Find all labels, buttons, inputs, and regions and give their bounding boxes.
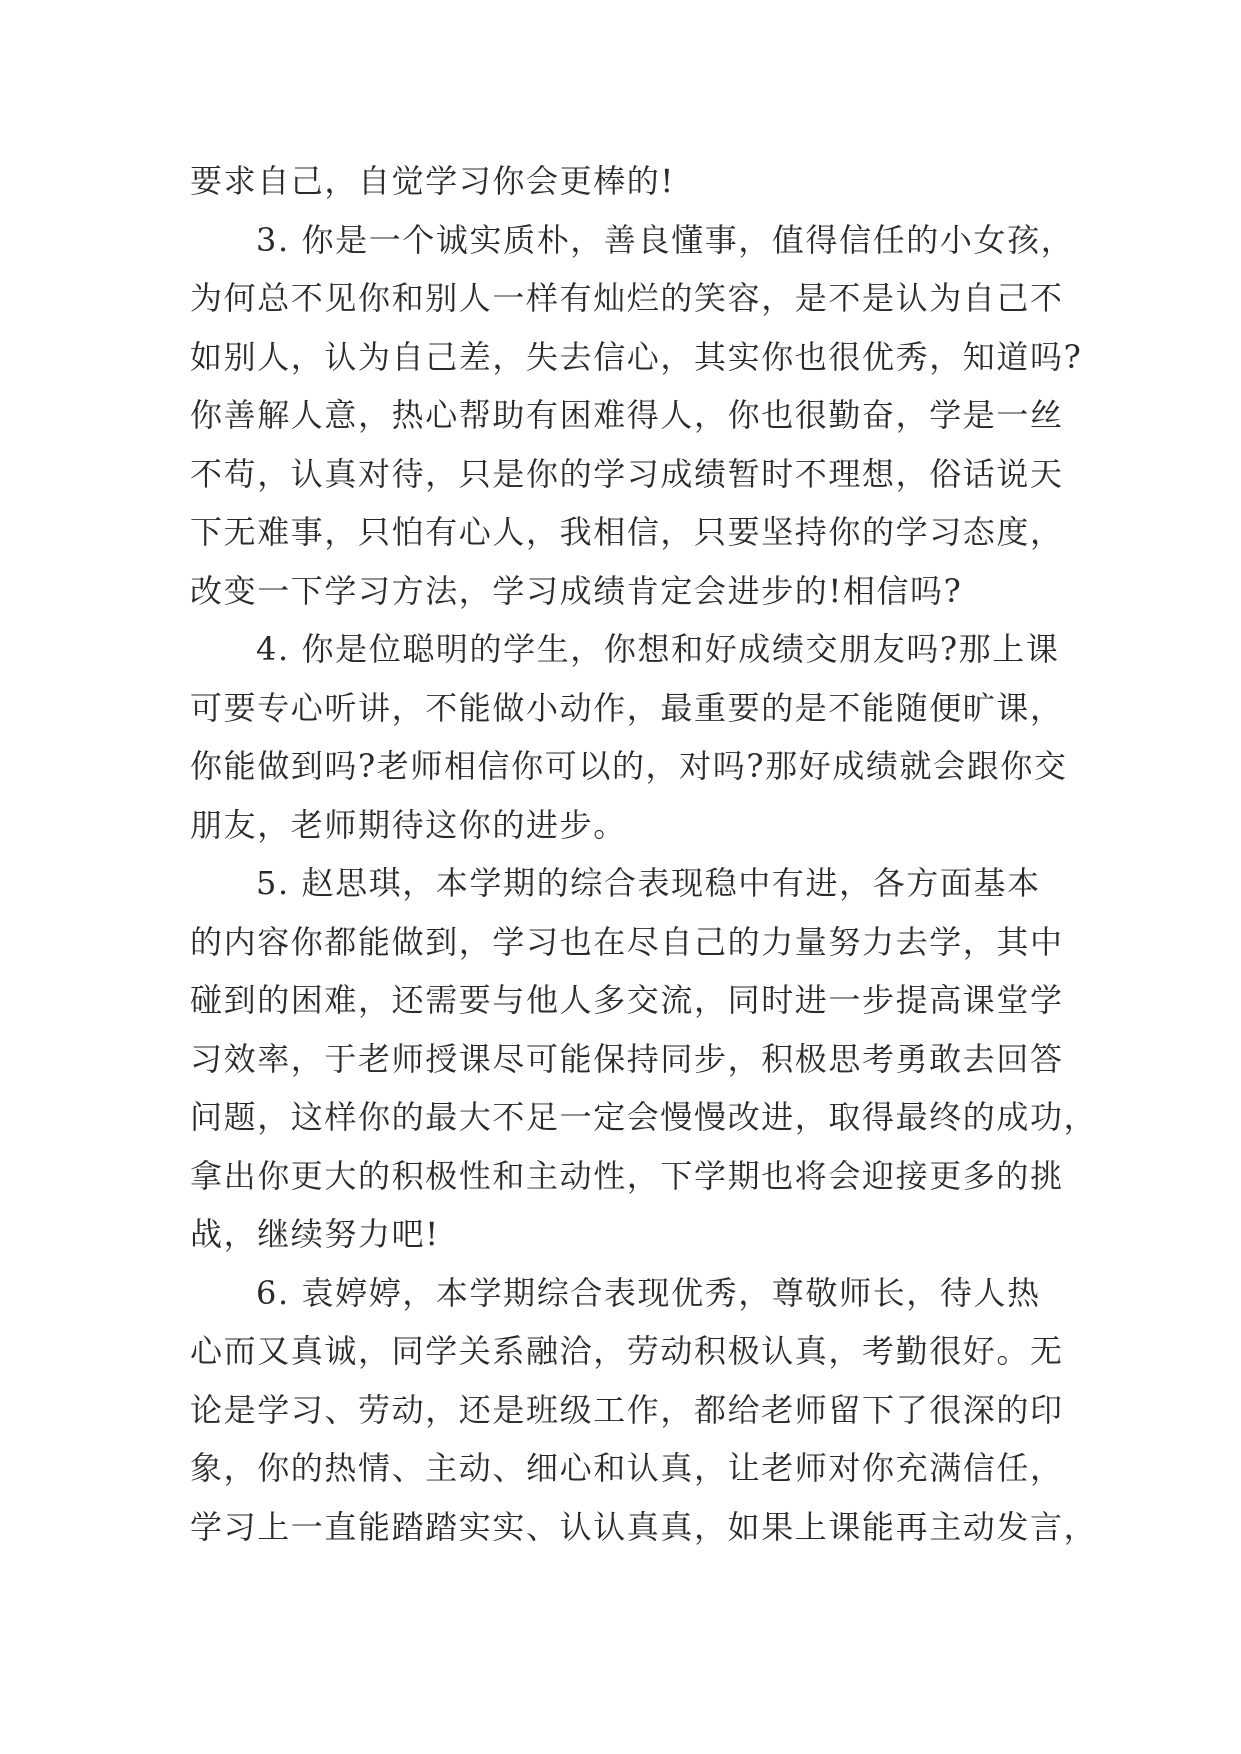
text-line: 为何总不见你和别人一样有灿烂的笑容，是不是认为自己不 (190, 279, 1064, 317)
paragraph-4 (190, 620, 1068, 854)
text-line: 你能做到吗?老师相信你可以的，对吗?那好成绩就会跟你交 (190, 747, 1068, 785)
text-line: 下无难事，只怕有心人，我相信，只要坚持你的学习态度， (190, 513, 1064, 551)
text-line: 如别人，认为自己差，失去信心，其实你也很优秀，知道吗? (190, 337, 1083, 376)
text-line: 不苟，认真对待，只是你的学习成绩暂时不理想，俗话说天 (190, 454, 1064, 493)
text-line: 4. 你是位聪明的学生，你想和好成绩交朋友吗?那上课 (256, 630, 1060, 668)
text-line: 改变一下学习方法，学习成绩肯定会进步的!相信吗? (190, 571, 963, 610)
paragraph-continued (190, 152, 1060, 211)
text-line: 学习上一直能踏踏实实、认认真真，如果上课能再主动发言， (190, 1507, 1098, 1546)
text-line: 习效率，于老师授课尽可能保持同步，积极思考勇敢去回答 (190, 1039, 1064, 1078)
text-line: 你善解人意，热心帮助有困难得人，你也很勤奋，学是一丝 (190, 396, 1064, 434)
text-line: 6. 袁婷婷，本学期综合表现优秀，尊敬师长，待人热 (256, 1273, 1041, 1312)
text-line: 心而又真诚，同学关系融洽，劳动积极认真，考勤很好。无 (190, 1332, 1064, 1370)
document-page (190, 152, 1098, 1556)
text-line: 象，你的热情、主动、细心和认真，让老师对你充满信任， (190, 1449, 1064, 1487)
text-line: 3. 你是一个诚实质朴，善良懂事，值得信任的小女孩， (256, 220, 1075, 259)
text-line: 碰到的困难，还需要与他人多交流，同时进一步提高课堂学 (190, 981, 1064, 1019)
text-line: 要求自己，自觉学习你会更棒的! (190, 162, 675, 200)
text-line: 的内容你都能做到，学习也在尽自己的力量努力去学，其中 (190, 922, 1064, 961)
text-line: 可要专心听讲，不能做小动作，最重要的是不能随便旷课， (190, 688, 1064, 727)
text-line: 朋友，老师期待这你的进步。 (190, 805, 627, 844)
paragraph-3 (190, 211, 1083, 621)
paragraph-5 (190, 854, 1098, 1264)
text-line: 5. 赵思琪，本学期的综合表现稳中有进，各方面基本 (256, 864, 1041, 902)
text-line: 拿出你更大的积极性和主动性，下学期也将会迎接更多的挑 (190, 1156, 1064, 1195)
text-line: 论是学习、劳动，还是班级工作，都给老师留下了很深的印 (190, 1390, 1064, 1429)
paragraph-6 (190, 1264, 1098, 1557)
text-line: 战，继续努力吧! (190, 1215, 440, 1253)
text-line: 问题，这样你的最大不足一定会慢慢改进，取得最终的成功， (190, 1098, 1098, 1136)
